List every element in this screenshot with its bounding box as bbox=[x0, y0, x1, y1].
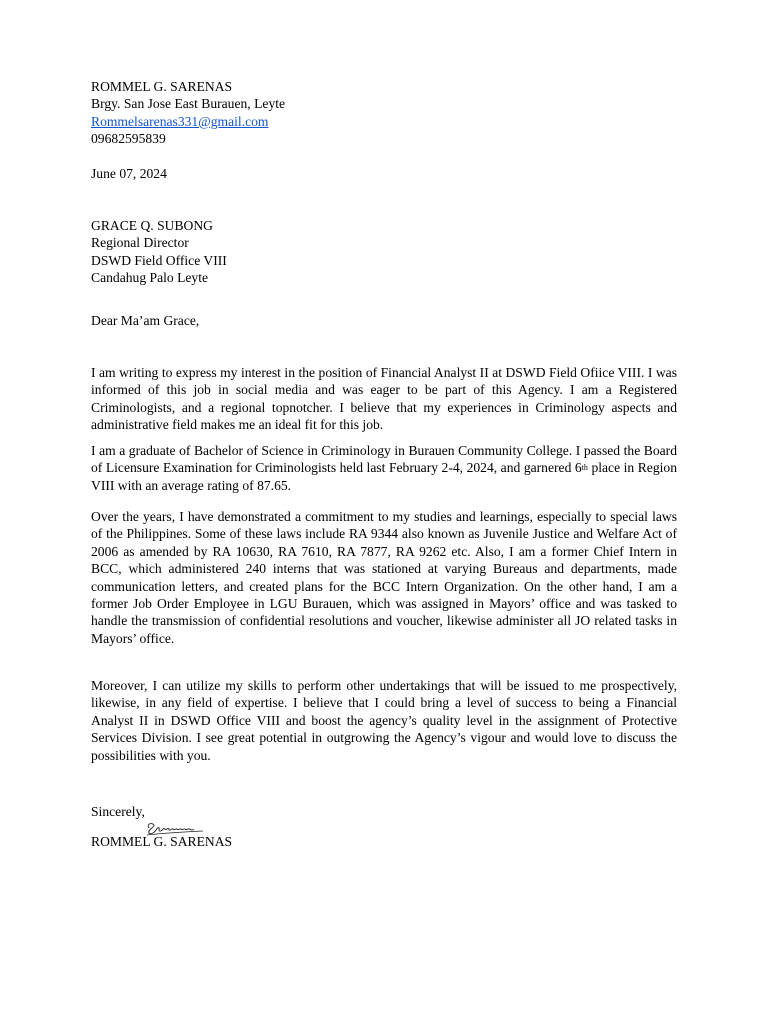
closing-text: Sincerely, bbox=[91, 804, 145, 819]
recipient-block bbox=[91, 217, 677, 287]
ordinal-suffix: th bbox=[581, 463, 588, 473]
paragraph-text: Moreover, I can utilize my skills to perform other undertakings that will be issued to me prospectively, likewise, in any field of expertise. I believe that I could bring a level of success to being a Financial Analyst II in DSWD Office VIII and boost the agency’s quality level in the assignment of Protective Services Division. I see great potential in outgrowing the Agency’s vigour and would love to discuss the possibilities with you. bbox=[91, 678, 677, 763]
date-text: June 07, 2024 bbox=[91, 166, 167, 181]
recipient-address: Candahug Palo Leyte bbox=[91, 270, 209, 286]
paragraph-text-start: I am a graduate of Bachelor of Science in Criminology in Burauen Community College. I passed the Board of Licensure Examination for Criminologists held last February 2-4, 2024, and garnered 6 bbox=[91, 443, 677, 476]
body-paragraph-2 bbox=[91, 442, 677, 494]
body-paragraph-3 bbox=[91, 508, 677, 647]
sender-name: ROMMEL G. SARENAS bbox=[91, 79, 233, 94]
greeting bbox=[91, 312, 677, 329]
sender-phone: 09682595839 bbox=[91, 131, 166, 147]
letter-date bbox=[91, 165, 677, 182]
paragraph-text: I am writing to express my interest in the position of Financial Analyst II at DSWD Field Ofiice VIII. I was informed of this job in social media and was eager to be part of this Agency. I am a Registered Criminologists, and a regional topnotcher. I believe that my experiences in Criminology aspects and administrative field makes me an ideal fit for this job. bbox=[91, 365, 677, 433]
signature-name-block bbox=[91, 833, 677, 850]
sender-block bbox=[91, 78, 677, 148]
paragraph-text bbox=[91, 442, 677, 494]
sender-address: Brgy. San Jose East Burauen, Leyte bbox=[91, 96, 286, 112]
greeting-text: Dear Ma’am Grace, bbox=[91, 313, 200, 328]
paragraph-text: Over the years, I have demonstrated a commitment to my studies and learnings, especially to special laws of the Philippines. Some of these laws include RA 9344 also known as Juvenile Justice and Welfare Act of 2006 as amended by RA 10630, RA 7610, RA 7877, RA 9262 etc. Also, I am a former Chief Intern in BCC, which administered 240 interns that was stationed at varying Bureaus and departments, made communication letters, and created plans for the BCC Intern Organization. On the other hand, I am a former Job Order Employee in LGU Burauen, which was assigned in Mayors’ office and was tasked to handle the transmission of confidential resolutions and voucher, likewise administer all JO related tasks in Mayors’ office. bbox=[91, 509, 677, 646]
body-paragraph-4 bbox=[91, 677, 677, 764]
recipient-title: Regional Director bbox=[91, 235, 189, 251]
closing bbox=[91, 803, 677, 820]
recipient-name: GRACE Q. SUBONG bbox=[91, 218, 213, 233]
signature-name: ROMMEL G. SARENAS bbox=[91, 834, 233, 849]
sender-email-link[interactable]: Rommelsarenas331@gmail.com bbox=[91, 113, 269, 129]
recipient-office: DSWD Field Office VIII bbox=[91, 252, 227, 268]
body-paragraph-1 bbox=[91, 364, 677, 434]
paragraph-text-end: place in Region VIII with an average rating of 87.65. bbox=[91, 460, 677, 493]
